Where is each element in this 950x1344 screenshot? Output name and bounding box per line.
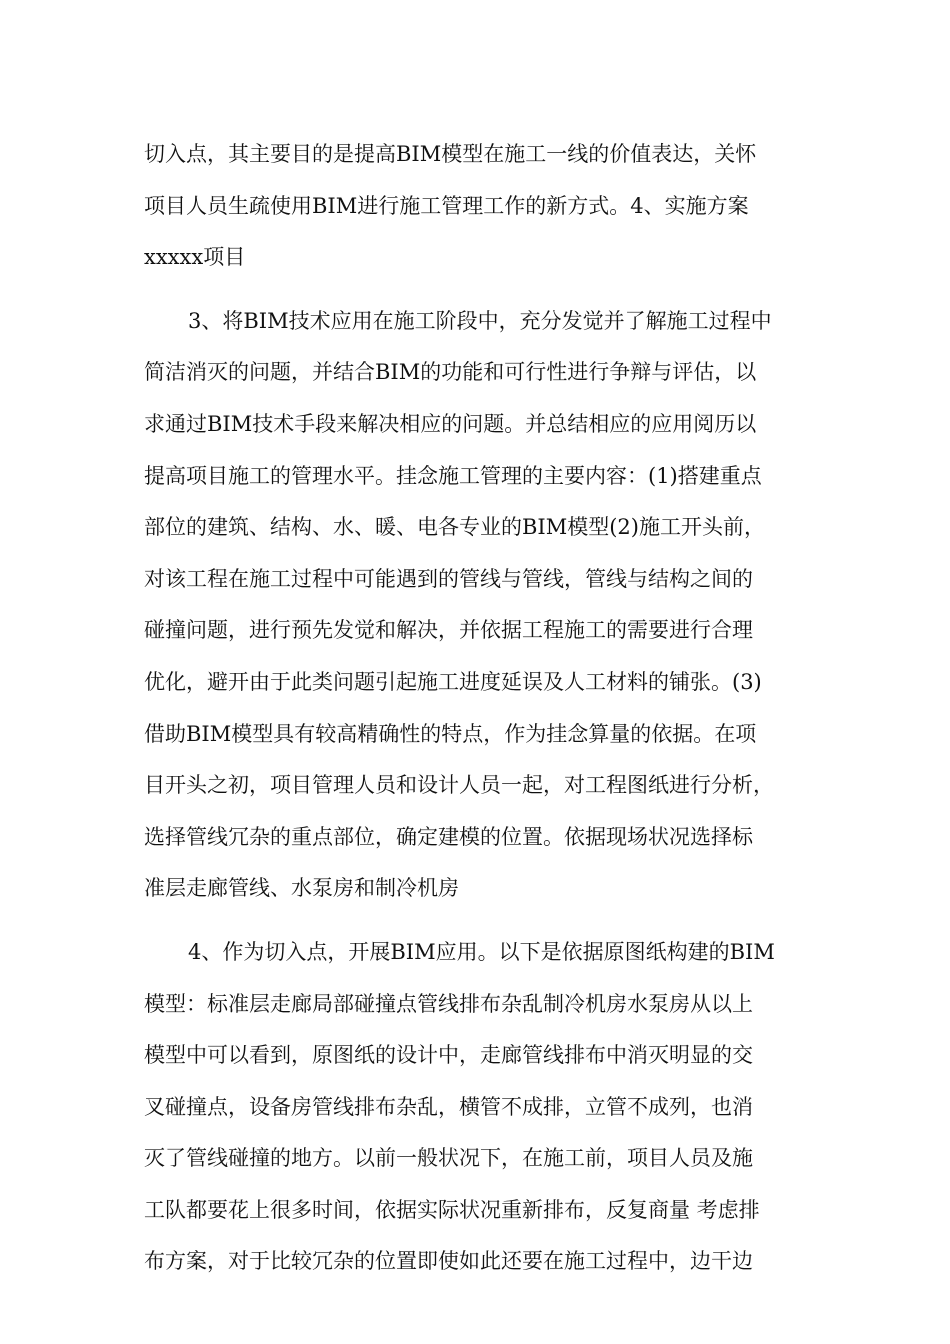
text-line: 工队都要花上很多时间，依据实际状况重新排布，反复商量 考虑排: [144, 1197, 760, 1222]
text-line: xxxxx项目: [144, 245, 246, 270]
text-line: 布方案，对于比较冗杂的位置即使如此还要在施工过程中，边干边: [144, 1249, 753, 1274]
text-line: 选择管线冗杂的重点部位，确定建模的位置。依据现场状况选择标: [144, 824, 753, 849]
text-line: 碰撞问题，进行预先发觉和解决，并依据工程施工的需要进行合理: [144, 618, 753, 643]
text-line: 切入点，其主要目的是提高BIM模型在施工一线的价值表达，关怀: [144, 142, 757, 166]
text-line: 4、作为切入点，开展BIM应用。以下是依据原图纸构建的BIM: [188, 939, 775, 964]
text-line: 提高项目施工的管理水平。挂念施工管理的主要内容：(1)搭建重点: [144, 463, 762, 488]
text-line: 灭了管线碰撞的地方。以前一般状况下，在施工前，项目人员及施: [144, 1146, 753, 1171]
paragraph-spacer: [144, 915, 810, 927]
text-line: 叉碰撞点，设备房管线排布杂乱，横管不成排，立管不成列，也消: [144, 1094, 753, 1119]
paragraph-2: [144, 296, 810, 915]
text-line: 准层走廊管线、水泵房和制冷机房: [144, 876, 459, 901]
text-line: 目开头之初，项目管理人员和设计人员一起，对工程图纸进行分析，: [144, 773, 774, 798]
text-line: 优化，避开由于此类问题引起施工进度延误及人工材料的铺张。(3): [144, 669, 762, 694]
text-line: 部位的建筑、结构、水、暖、电各专业的BIM模型(2)施工开头前，: [144, 515, 765, 540]
text-line: 求通过BIM技术手段来解决相应的问题。并总结相应的应用阅历以: [144, 411, 757, 436]
text-line: 模型中可以看到，原图纸的设计中，走廊管线排布中消灭明显的交: [144, 1043, 753, 1068]
paragraph-1: [144, 129, 810, 284]
document-body: [144, 129, 810, 1288]
text-line: 3、将BIM技术应用在施工阶段中，充分发觉并了解施工过程中: [188, 308, 772, 333]
text-line: 模型：标准层走廊局部碰撞点管线排布杂乱制冷机房水泵房从以上: [144, 991, 753, 1016]
text-line: 项目人员生疏使用BIM进行施工管理工作的新方式。4、实施方案: [144, 193, 749, 218]
paragraph-spacer: [144, 284, 810, 296]
paragraph-3: [144, 927, 810, 1288]
text-line: 简洁消灭的问题，并结合BIM的功能和可行性进行争辩与评估，以: [144, 360, 757, 385]
text-line: 对该工程在施工过程中可能遇到的管线与管线，管线与结构之间的: [144, 566, 753, 591]
text-line: 借助BIM模型具有较高精确性的特点，作为挂念算量的依据。在项: [144, 721, 757, 746]
